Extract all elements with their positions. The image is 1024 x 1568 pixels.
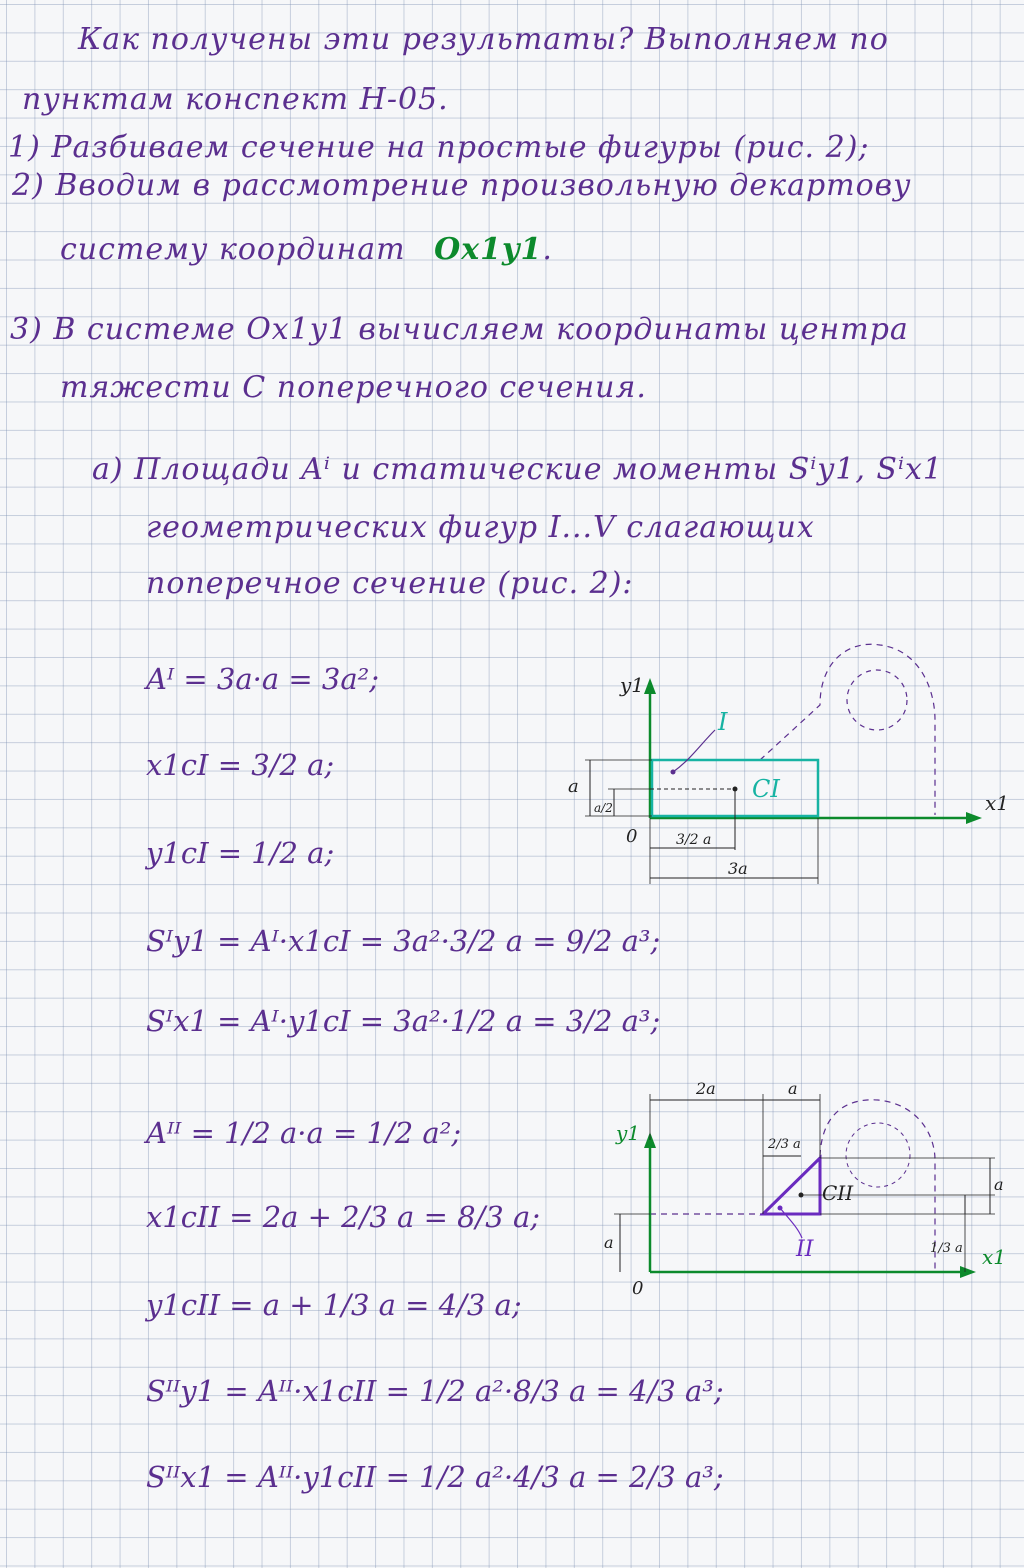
figure-1-dim-half-height: a/2 bbox=[594, 801, 613, 815]
item-2-line-a: 2) Вводим в рассмотрение произвольную декартову bbox=[12, 168, 912, 203]
figure-2-dashed-hole bbox=[846, 1123, 910, 1187]
item-2-text: систему координат bbox=[60, 232, 406, 267]
formula-static-moment-x1-II: Sᴵᴵx1 = Aᴵᴵ·y1cII = 1/2 a²·4/3 a = 2/3 a³; bbox=[146, 1460, 724, 1494]
figure-2-dim-a-left: a bbox=[604, 1233, 614, 1252]
item-3-line-b: тяжести С поперечного сечения. bbox=[60, 370, 647, 405]
sub-item-a-line-2: геометрических фигур I...V слагающих bbox=[146, 510, 815, 545]
figure-2-centroid-label: CII bbox=[822, 1181, 854, 1205]
figure-2-dim-a-right: a bbox=[994, 1175, 1004, 1194]
figure-1-y1-label: y1 bbox=[620, 673, 645, 697]
figure-2-shape-label: II bbox=[796, 1237, 814, 1262]
formula-static-moment-y1-II: Sᴵᴵy1 = Aᴵᴵ·x1cII = 1/2 a²·8/3 a = 4/3 a³; bbox=[146, 1374, 724, 1408]
text-line-2: пунктам конспект Н-05. bbox=[22, 82, 449, 117]
figure-1-centroid-label: CI bbox=[752, 775, 780, 803]
figure-2-triangle bbox=[763, 1158, 820, 1214]
coordinate-system-label: Ox1y1 bbox=[434, 232, 543, 267]
formula-static-moment-y1-I: Sᴵy1 = Aᴵ·x1cI = 3a²·3/2 a = 9/2 a³; bbox=[146, 924, 661, 958]
formula-x1-cII: x1cII = 2a + 2/3 a = 8/3 a; bbox=[146, 1200, 541, 1234]
figure-2-dim-two-thirds: 2/3 a bbox=[768, 1137, 801, 1152]
figure-1-dim-a: a bbox=[568, 776, 579, 797]
item-1: 1) Разбиваем сечение на простые фигуры (рис. 2); bbox=[8, 130, 870, 165]
figure-2-origin-label: 0 bbox=[632, 1278, 644, 1299]
formula-area-I: Aᴵ = 3a·a = 3a²; bbox=[146, 662, 380, 696]
figure-1-shape-label: I bbox=[718, 708, 728, 736]
formula-y1-cI: y1cI = 1/2 a; bbox=[146, 836, 335, 870]
item-3-line-a: 3) В системе Ox1y1 вычисляем координаты центра bbox=[10, 312, 909, 347]
text-line-1: Как получены эти результаты? Выполняем по bbox=[78, 22, 889, 57]
figure-2-x1-label: x1 bbox=[982, 1245, 1007, 1269]
figure-1-origin-label: 0 bbox=[626, 826, 638, 847]
figure-2-y1-label: y1 bbox=[616, 1121, 641, 1145]
sub-item-a-line-3: поперечное сечение (рис. 2): bbox=[146, 566, 634, 601]
figure-2-dim-a-top: a bbox=[788, 1079, 798, 1098]
formula-area-II: Aᴵᴵ = 1/2 a·a = 1/2 a²; bbox=[146, 1116, 462, 1150]
sub-item-a-line-1: а) Площади Aⁱ и статические моменты Sⁱy1, Sⁱx1 bbox=[92, 452, 944, 487]
figure-2-x1-arrow bbox=[960, 1266, 976, 1278]
formula-y1-cII: y1cII = a + 1/3 a = 4/3 a; bbox=[146, 1288, 522, 1322]
item-2-end: . bbox=[542, 232, 553, 267]
formula-static-moment-x1-I: Sᴵx1 = Aᴵ·y1cI = 3a²·1/2 a = 3/2 a³; bbox=[146, 1004, 661, 1038]
figure-2-dim-third: 1/3 a bbox=[930, 1241, 963, 1256]
figure-1-x1-label: x1 bbox=[985, 791, 1010, 815]
formula-x1-cI: x1cI = 3/2 a; bbox=[146, 748, 335, 782]
figure-1-dim-width: 3a bbox=[728, 859, 748, 878]
figure-2-dim-2a: 2a bbox=[696, 1079, 716, 1098]
figure-1-dim-half-width: 3/2 a bbox=[676, 832, 712, 848]
